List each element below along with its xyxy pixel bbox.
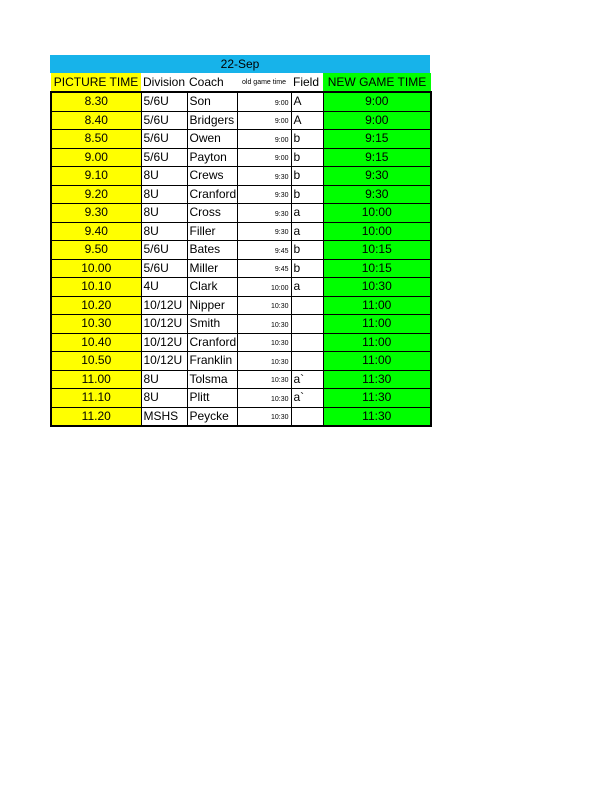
cell-field xyxy=(291,296,323,315)
cell-coach: Plitt xyxy=(187,389,237,408)
cell-picture-time: 11.20 xyxy=(51,407,141,426)
cell-coach: Miller xyxy=(187,259,237,278)
cell-old-game-time: 10:30 xyxy=(237,296,291,315)
date-title: 22-Sep xyxy=(50,55,430,73)
cell-division: 5/6U xyxy=(141,130,187,149)
table-row xyxy=(51,185,431,204)
cell-old-game-time: 10:30 xyxy=(237,315,291,334)
header-field: Field xyxy=(293,74,320,89)
cell-field: b xyxy=(291,167,323,186)
cell-field: A xyxy=(291,92,323,111)
cell-picture-time: 8.30 xyxy=(51,92,141,111)
cell-coach: Bates xyxy=(187,241,237,260)
cell-old-game-time: 10:30 xyxy=(237,333,291,352)
cell-field: a` xyxy=(291,389,323,408)
cell-picture-time: 11.10 xyxy=(51,389,141,408)
cell-field: a xyxy=(291,204,323,223)
cell-picture-time: 9.20 xyxy=(51,185,141,204)
cell-new-game-time: 9:00 xyxy=(323,111,431,130)
table-row xyxy=(51,370,431,389)
cell-field: b xyxy=(291,130,323,149)
cell-picture-time: 11.00 xyxy=(51,370,141,389)
header-picture-time: PICTURE TIME xyxy=(51,73,141,92)
table-row xyxy=(51,222,431,241)
cell-coach: Nipper xyxy=(187,296,237,315)
cell-new-game-time: 11:00 xyxy=(323,296,431,315)
cell-coach: Cross xyxy=(187,204,237,223)
cell-division: 8U xyxy=(141,222,187,241)
cell-division: 10/12U xyxy=(141,352,187,371)
cell-picture-time: 8.40 xyxy=(51,111,141,130)
table-row xyxy=(51,333,431,352)
table-row xyxy=(51,92,431,111)
table-row xyxy=(51,167,431,186)
cell-picture-time: 9.50 xyxy=(51,241,141,260)
cell-picture-time: 10.10 xyxy=(51,278,141,297)
cell-old-game-time: 9:00 xyxy=(237,130,291,149)
cell-division: 8U xyxy=(141,167,187,186)
cell-field xyxy=(291,333,323,352)
table-row xyxy=(51,278,431,297)
cell-division: 10/12U xyxy=(141,296,187,315)
cell-picture-time: 9.40 xyxy=(51,222,141,241)
cell-division: 5/6U xyxy=(141,92,187,111)
cell-picture-time: 10.40 xyxy=(51,333,141,352)
cell-old-game-time: 10:00 xyxy=(237,278,291,297)
table-row xyxy=(51,204,431,223)
cell-picture-time: 10.50 xyxy=(51,352,141,371)
cell-picture-time: 8.50 xyxy=(51,130,141,149)
cell-old-game-time: 9:00 xyxy=(237,92,291,111)
cell-division: MSHS xyxy=(141,407,187,426)
cell-old-game-time: 10:30 xyxy=(237,407,291,426)
schedule-table xyxy=(50,73,432,427)
cell-division: 8U xyxy=(141,389,187,408)
cell-new-game-time: 9:30 xyxy=(323,167,431,186)
cell-old-game-time: 9:30 xyxy=(237,204,291,223)
cell-coach: Cranford xyxy=(187,185,237,204)
header-row xyxy=(51,73,431,92)
table-row xyxy=(51,296,431,315)
cell-picture-time: 10.30 xyxy=(51,315,141,334)
cell-old-game-time: 9:45 xyxy=(237,259,291,278)
table-row xyxy=(51,241,431,260)
cell-division: 5/6U xyxy=(141,148,187,167)
cell-field: a` xyxy=(291,370,323,389)
cell-coach: Clark xyxy=(187,278,237,297)
cell-division: 8U xyxy=(141,185,187,204)
table-row xyxy=(51,259,431,278)
header-coach: Coach xyxy=(189,74,224,89)
cell-coach: Payton xyxy=(187,148,237,167)
cell-old-game-time: 9:30 xyxy=(237,167,291,186)
cell-old-game-time: 9:30 xyxy=(237,185,291,204)
cell-coach: Crews xyxy=(187,167,237,186)
cell-division: 10/12U xyxy=(141,333,187,352)
cell-field: b xyxy=(291,185,323,204)
cell-new-game-time: 11:00 xyxy=(323,315,431,334)
cell-field: A xyxy=(291,111,323,130)
cell-new-game-time: 11:30 xyxy=(323,407,431,426)
cell-division: 8U xyxy=(141,204,187,223)
header-old-game-time: old game time xyxy=(242,78,286,86)
table-row xyxy=(51,148,431,167)
cell-new-game-time: 10:00 xyxy=(323,204,431,223)
header-division: Division xyxy=(143,74,186,89)
cell-new-game-time: 11:30 xyxy=(323,370,431,389)
cell-division: 8U xyxy=(141,370,187,389)
cell-new-game-time: 11:00 xyxy=(323,333,431,352)
cell-old-game-time: 9:45 xyxy=(237,241,291,260)
cell-picture-time: 9.30 xyxy=(51,204,141,223)
cell-coach: Smith xyxy=(187,315,237,334)
cell-new-game-time: 10:15 xyxy=(323,259,431,278)
cell-picture-time: 9.10 xyxy=(51,167,141,186)
cell-new-game-time: 9:30 xyxy=(323,185,431,204)
cell-coach: Tolsma xyxy=(187,370,237,389)
cell-new-game-time: 9:00 xyxy=(323,92,431,111)
cell-old-game-time: 9:00 xyxy=(237,111,291,130)
cell-coach: Peycke xyxy=(187,407,237,426)
cell-old-game-time: 10:30 xyxy=(237,352,291,371)
cell-coach: Bridgers xyxy=(187,111,237,130)
cell-division: 10/12U xyxy=(141,315,187,334)
table-row xyxy=(51,389,431,408)
table-row xyxy=(51,111,431,130)
cell-field: a xyxy=(291,222,323,241)
cell-new-game-time: 10:00 xyxy=(323,222,431,241)
cell-new-game-time: 9:15 xyxy=(323,148,431,167)
cell-new-game-time: 11:30 xyxy=(323,389,431,408)
cell-field: b xyxy=(291,148,323,167)
cell-division: 4U xyxy=(141,278,187,297)
cell-coach: Franklin xyxy=(187,352,237,371)
cell-old-game-time: 9:30 xyxy=(237,222,291,241)
table-row xyxy=(51,130,431,149)
cell-picture-time: 9.00 xyxy=(51,148,141,167)
cell-old-game-time: 10:30 xyxy=(237,370,291,389)
cell-new-game-time: 9:15 xyxy=(323,130,431,149)
table-row xyxy=(51,352,431,371)
cell-division: 5/6U xyxy=(141,241,187,260)
header-new-game-time: NEW GAME TIME xyxy=(323,73,431,92)
cell-coach: Cranford xyxy=(187,333,237,352)
cell-new-game-time: 10:30 xyxy=(323,278,431,297)
cell-field xyxy=(291,352,323,371)
cell-division: 5/6U xyxy=(141,111,187,130)
cell-field xyxy=(291,315,323,334)
table-row xyxy=(51,407,431,426)
cell-coach: Son xyxy=(187,92,237,111)
table-row xyxy=(51,315,431,334)
cell-field xyxy=(291,407,323,426)
cell-new-game-time: 10:15 xyxy=(323,241,431,260)
cell-coach: Filler xyxy=(187,222,237,241)
cell-field: b xyxy=(291,259,323,278)
cell-coach: Owen xyxy=(187,130,237,149)
cell-picture-time: 10.00 xyxy=(51,259,141,278)
cell-division: 5/6U xyxy=(141,259,187,278)
cell-old-game-time: 9:00 xyxy=(237,148,291,167)
schedule-sheet xyxy=(50,55,430,427)
cell-new-game-time: 11:00 xyxy=(323,352,431,371)
cell-picture-time: 10.20 xyxy=(51,296,141,315)
cell-field: b xyxy=(291,241,323,260)
cell-old-game-time: 10:30 xyxy=(237,389,291,408)
cell-field: a xyxy=(291,278,323,297)
